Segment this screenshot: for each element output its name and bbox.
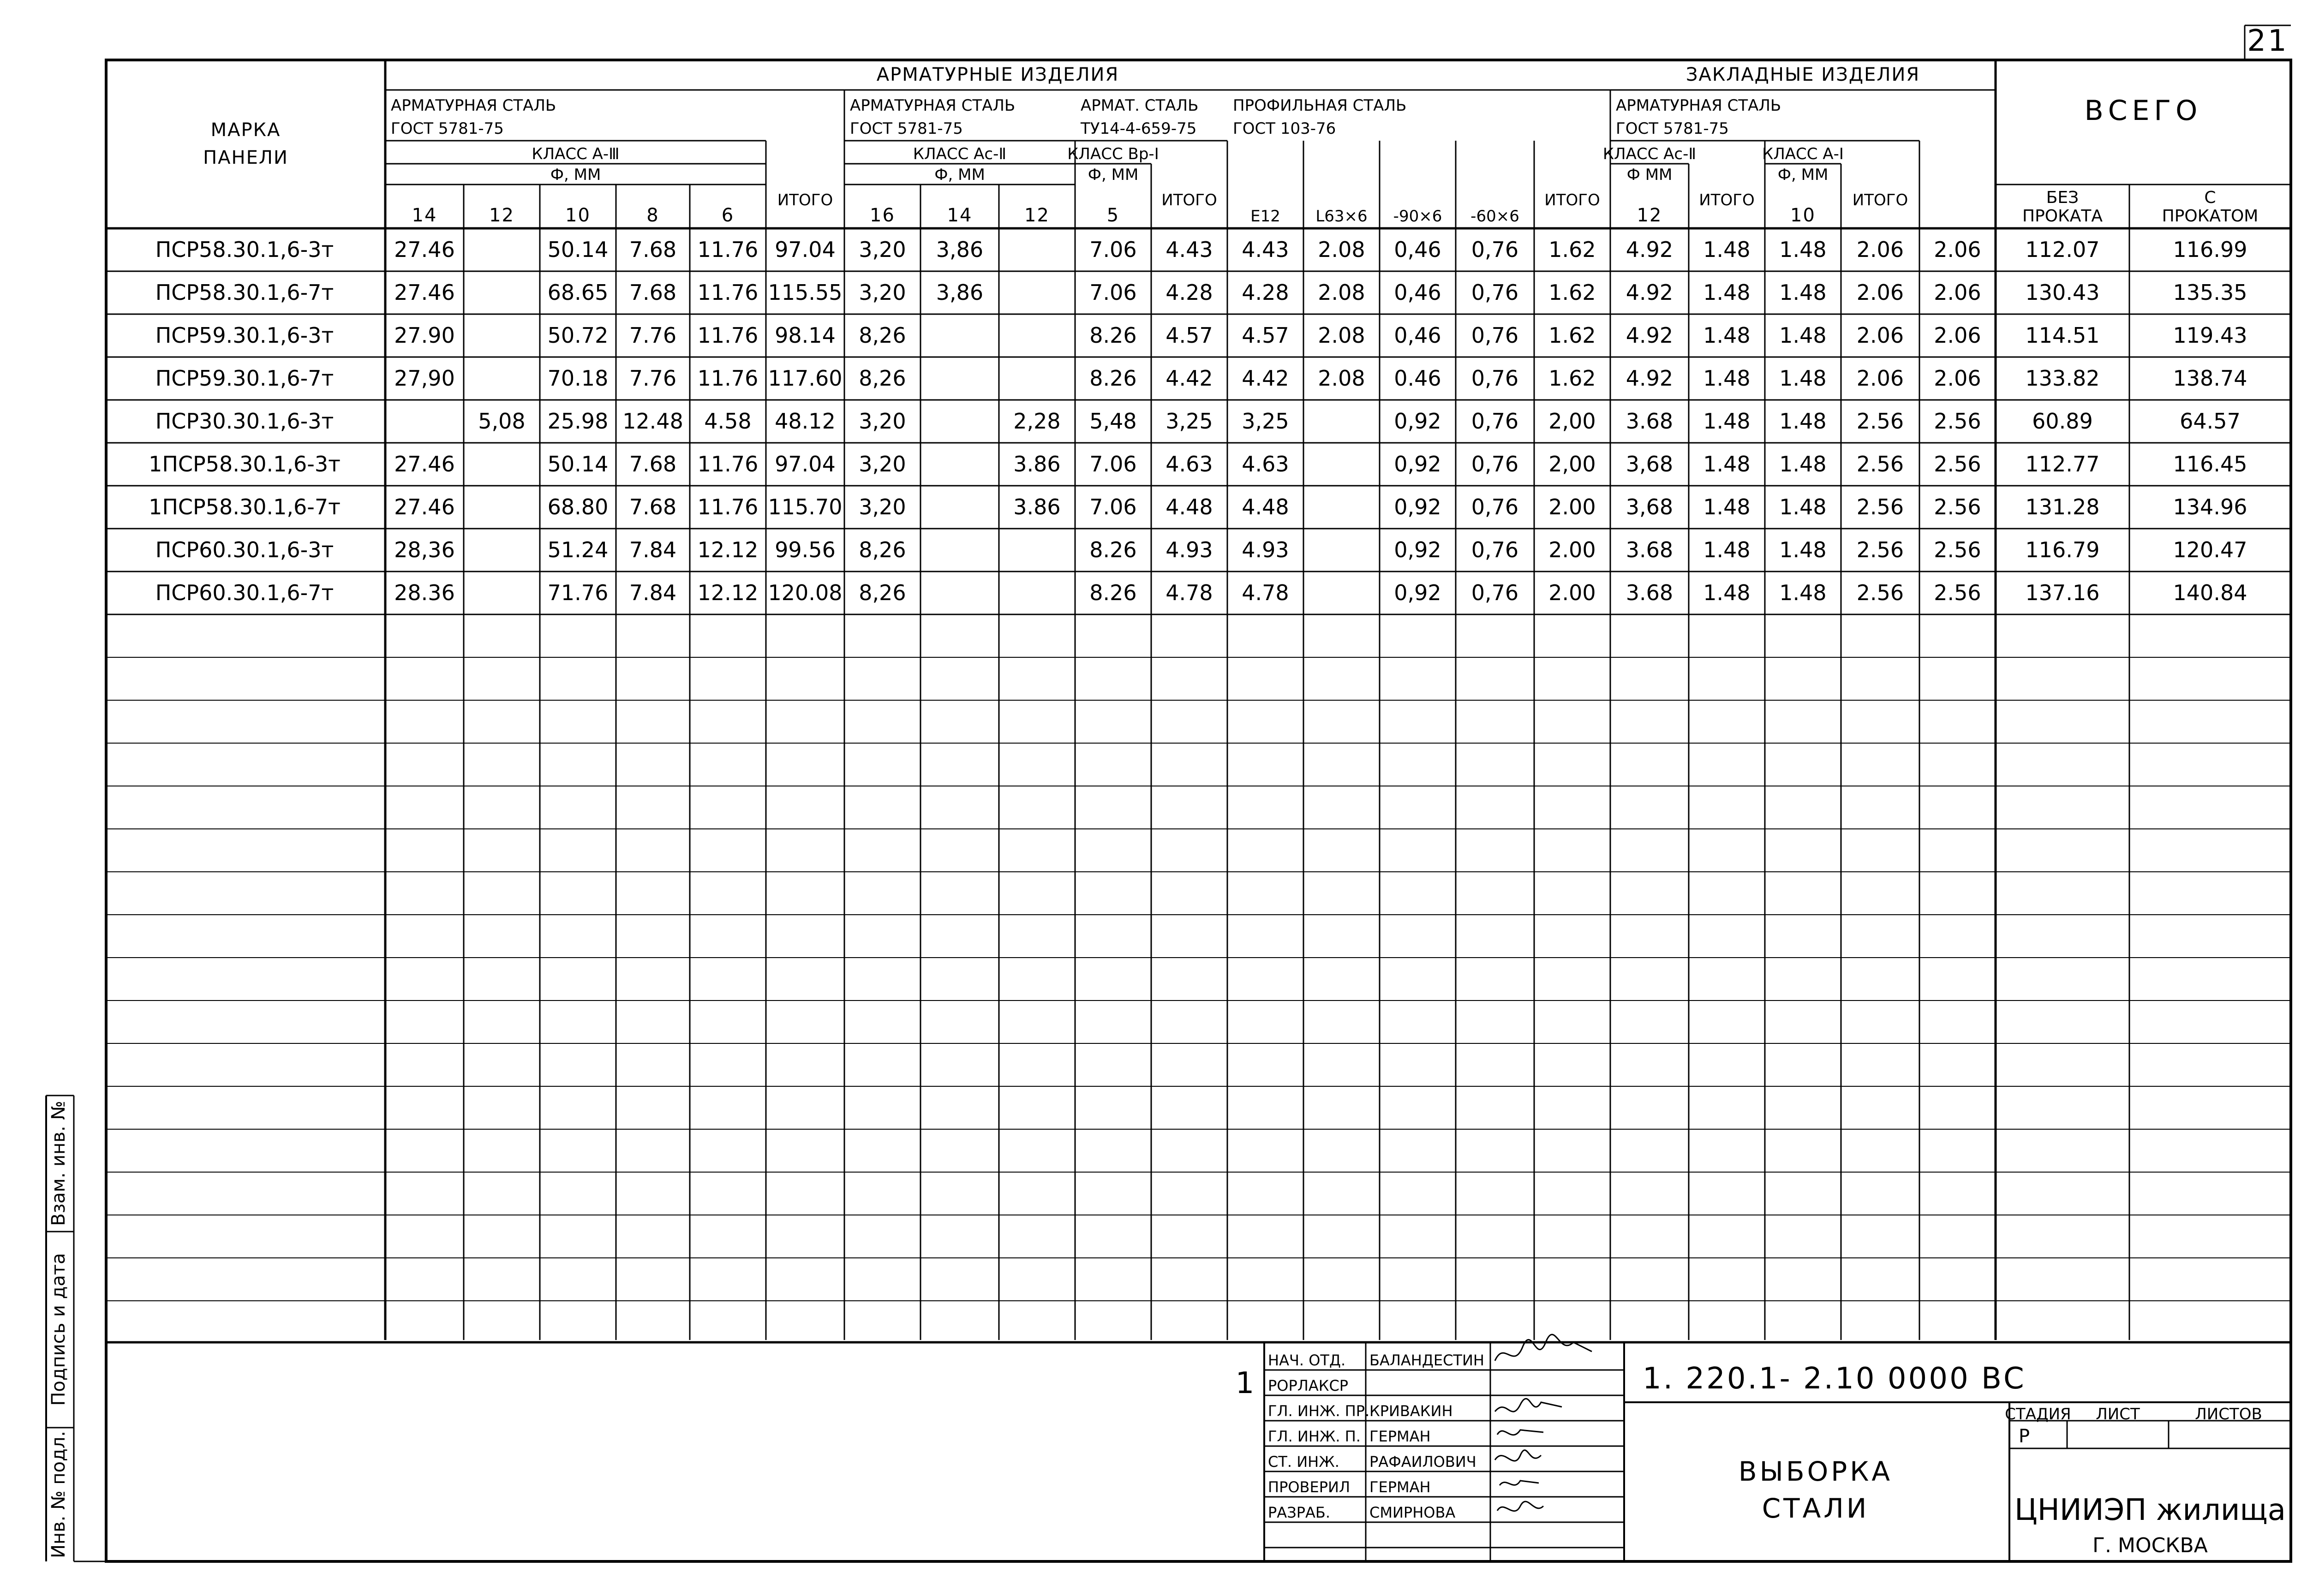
table-cell: 98.14: [775, 323, 836, 348]
table-cell: 2,00: [1548, 452, 1596, 476]
table-cell: 8.26: [1089, 366, 1137, 391]
table-cell: 112.77: [2025, 452, 2100, 476]
table-cell: 7.06: [1089, 452, 1137, 476]
total-without-header: ПРОКАТА: [2022, 207, 2103, 226]
subgroup-header: ГОСТ 5781-75: [1616, 119, 1729, 138]
table-cell: 1.48: [1779, 280, 1827, 305]
total-header: ВСЕГО: [2084, 95, 2202, 127]
subgroup-header: АРМАТУРНАЯ СТАЛЬ: [1616, 96, 1781, 115]
column-header: 14: [947, 205, 973, 226]
subgroup-header: ГОСТ 5781-75: [850, 119, 963, 138]
table-cell: 4.58: [704, 409, 752, 434]
class-header: КЛАСС А-Ⅲ: [532, 145, 620, 163]
table-cell: 7.68: [629, 237, 677, 262]
table-cell: 3.68: [1626, 537, 1673, 562]
document-title: ВЫБОРКА: [1738, 1456, 1893, 1487]
table-cell: 2.06: [1856, 280, 1904, 305]
table-cell: 133.82: [2025, 366, 2100, 391]
table-cell: 7.06: [1089, 237, 1137, 262]
table-cell: 3,20: [859, 452, 906, 476]
table-cell: 2.06: [1856, 237, 1904, 262]
table-cell: 0,76: [1471, 537, 1519, 562]
table-cell: 0,76: [1471, 452, 1519, 476]
table-cell: 135.35: [2173, 280, 2247, 305]
table-cell: 3,20: [859, 409, 906, 434]
table-cell: 2.56: [1856, 537, 1904, 562]
table-cell: 4.92: [1626, 366, 1673, 391]
table-cell: 3,20: [859, 494, 906, 519]
table-cell: 4.48: [1165, 494, 1213, 519]
table-cell: 0,92: [1394, 452, 1441, 476]
marka-header: ПАНЕЛИ: [203, 147, 288, 168]
itogo-header: ИТОГО: [777, 191, 833, 209]
panel-mark: ПСР58.30.1,6-7т: [155, 280, 334, 305]
sheet-label: ЛИСТ: [2096, 1405, 2140, 1423]
column-header: 10: [565, 205, 591, 226]
diameter-header: Ф, ММ: [1088, 166, 1139, 184]
side-label: Подпись и дата: [48, 1253, 69, 1406]
table-cell: 1.48: [1779, 580, 1827, 605]
panel-mark: 1ПСР58.30.1,6-3т: [149, 452, 341, 476]
table-cell: 2.56: [1934, 409, 1981, 434]
table-cell: 2,28: [1013, 409, 1061, 434]
table-cell: 7.76: [629, 366, 677, 391]
table-cell: 2.56: [1856, 452, 1904, 476]
signature-scribble: [1495, 1334, 1592, 1361]
table-cell: 0,46: [1394, 280, 1441, 305]
table-cell: 116.45: [2173, 452, 2247, 476]
panel-mark: ПСР59.30.1,6-7т: [155, 366, 334, 391]
column-header: 10: [1790, 205, 1816, 226]
table-cell: 4.42: [1242, 366, 1289, 391]
table-cell: 7.84: [629, 580, 677, 605]
signature-scribble: [1500, 1481, 1539, 1485]
table-cell: 2.00: [1548, 580, 1596, 605]
table-cell: 1.48: [1779, 494, 1827, 519]
signature-scribble: [1495, 1399, 1562, 1411]
table-cell: 0,76: [1471, 409, 1519, 434]
table-cell: 0,76: [1471, 366, 1519, 391]
column-header: 16: [870, 205, 895, 226]
document-title: СТАЛИ: [1762, 1493, 1870, 1524]
table-cell: 2.06: [1934, 323, 1981, 348]
panel-mark: ПСР59.30.1,6-3т: [155, 323, 334, 348]
subgroup-header: АРМАТУРНАЯ СТАЛЬ: [850, 96, 1016, 115]
table-text: [48, 24, 2289, 1558]
table-cell: 7.06: [1089, 494, 1137, 519]
table-cell: 11.76: [697, 494, 759, 519]
table-cell: 2.06: [1856, 323, 1904, 348]
table-cell: 116.79: [2025, 537, 2100, 562]
column-header: L63×6: [1315, 207, 1368, 226]
organization-name: ЦНИИЭП жилища: [2014, 1493, 2286, 1527]
column-header: 5: [1106, 205, 1120, 226]
table-cell: 11.76: [697, 452, 759, 476]
table-cell: 1.48: [1779, 537, 1827, 562]
table-cell: 1.62: [1548, 323, 1596, 348]
table-cell: 2.56: [1934, 580, 1981, 605]
table-cell: 117.60: [768, 366, 843, 391]
column-header: 8: [646, 205, 659, 226]
table-cell: 11.76: [697, 237, 759, 262]
table-cell: 0,92: [1394, 537, 1441, 562]
column-header: 6: [721, 205, 735, 226]
table-cell: 7.76: [629, 323, 677, 348]
table-cell: 0,92: [1394, 494, 1441, 519]
table-cell: 7.68: [629, 452, 677, 476]
signature-scribble: [1497, 1430, 1543, 1435]
signature-role: РАЗРАБ.: [1268, 1504, 1331, 1521]
table-cell: 131.28: [2025, 494, 2100, 519]
table-cell: 8.26: [1089, 323, 1137, 348]
table-cell: 0,76: [1471, 580, 1519, 605]
table-cell: 2.00: [1548, 537, 1596, 562]
itogo-header: ИТОГО: [1699, 191, 1755, 209]
table-cell: 51.24: [547, 537, 609, 562]
organization-city: Г. МОСКВА: [2092, 1534, 2208, 1557]
signature-name: БАЛАНДЕСТИН: [1369, 1352, 1484, 1369]
table-cell: 50.14: [547, 237, 609, 262]
table-cell: 28,36: [394, 537, 455, 562]
total-without-header: БЕЗ: [2046, 188, 2079, 207]
table-cell: 25.98: [547, 409, 609, 434]
table-cell: 68.65: [547, 280, 609, 305]
column-header: -60×6: [1470, 207, 1519, 226]
itogo-header: ИТОГО: [1161, 191, 1217, 209]
stage-label: СТАДИЯ: [2005, 1405, 2071, 1423]
signature-name: РАФАИЛОВИЧ: [1369, 1453, 1476, 1471]
table-cell: 27.46: [394, 452, 455, 476]
subgroup-header: АРМАТ. СТАЛЬ: [1081, 96, 1199, 115]
table-cell: 0,76: [1471, 323, 1519, 348]
table-cell: 27.46: [394, 237, 455, 262]
table-cell: 27.90: [394, 323, 455, 348]
signature-scribble: [1497, 1501, 1543, 1511]
table-cell: 2,00: [1548, 409, 1596, 434]
table-cell: 140.84: [2173, 580, 2247, 605]
signature-role: ПРОВЕРИЛ: [1268, 1478, 1351, 1496]
table-cell: 71.76: [547, 580, 609, 605]
table-cell: 4.78: [1165, 580, 1213, 605]
table-cell: 1.48: [1779, 452, 1827, 476]
marka-header: МАРКА: [210, 119, 281, 141]
table-cell: 2.56: [1856, 409, 1904, 434]
signature-role: РОРЛАКСР: [1268, 1377, 1349, 1394]
table-cell: 3,25: [1242, 409, 1289, 434]
signatures: [1495, 1334, 1592, 1511]
table-cell: 68.80: [547, 494, 609, 519]
sheet-number: 21: [2247, 24, 2289, 58]
table-cell: 3,20: [859, 237, 906, 262]
table-cell: 2.06: [1856, 366, 1904, 391]
table-cell: 70.18: [547, 366, 609, 391]
table-cell: 28.36: [394, 580, 455, 605]
table-cell: 114.51: [2025, 323, 2100, 348]
side-label: Инв. № подл.: [48, 1431, 69, 1558]
table-cell: 0.46: [1394, 366, 1441, 391]
panel-mark: 1ПСР58.30.1,6-7т: [149, 494, 341, 519]
table-cell: 1.48: [1703, 494, 1751, 519]
table-cell: 7.84: [629, 537, 677, 562]
table-cell: 3,86: [936, 237, 984, 262]
subgroup-header: ГОСТ 103-76: [1233, 119, 1336, 138]
panel-mark: ПСР60.30.1,6-7т: [155, 580, 334, 605]
table-cell: 1.48: [1703, 280, 1751, 305]
signature-role: НАЧ. ОТД.: [1268, 1352, 1346, 1369]
signature-role: ГЛ. ИНЖ. ПР.: [1268, 1402, 1370, 1420]
table-cell: 4.78: [1242, 580, 1289, 605]
table-cell: 4.93: [1242, 537, 1289, 562]
table-cell: 4.43: [1165, 237, 1213, 262]
table-cell: 27.46: [394, 494, 455, 519]
table-cell: 137.16: [2025, 580, 2100, 605]
table-cell: 1.48: [1703, 323, 1751, 348]
column-header: Е12: [1250, 207, 1280, 226]
column-header: 14: [412, 205, 437, 226]
table-cell: 5,48: [1089, 409, 1137, 434]
table-cell: 4.92: [1626, 237, 1673, 262]
table-cell: 2.56: [1934, 537, 1981, 562]
table-cell: 0,76: [1471, 237, 1519, 262]
table-cell: 116.99: [2173, 237, 2247, 262]
table-cell: 2.08: [1318, 323, 1365, 348]
table-cell: 119.43: [2173, 323, 2247, 348]
sheets-label: ЛИСТОВ: [2195, 1405, 2262, 1423]
total-with-header: С: [2204, 188, 2216, 207]
column-header: 12: [489, 205, 514, 226]
class-header: КЛАСС Ас-Ⅱ: [913, 145, 1007, 163]
subgroup-header: АРМАТУРНАЯ СТАЛЬ: [391, 96, 556, 115]
table-cell: 3,86: [936, 280, 984, 305]
table-cell: 4.48: [1242, 494, 1289, 519]
table-cell: 2.56: [1934, 494, 1981, 519]
table-cell: 60.89: [2032, 409, 2093, 434]
diameter-header: Ф, ММ: [934, 166, 985, 184]
table-cell: 2.06: [1934, 237, 1981, 262]
table-cell: 7.06: [1089, 280, 1137, 305]
table-cell: 12.48: [622, 409, 683, 434]
group-header-embedded: ЗАКЛАДНЫЕ ИЗДЕЛИЯ: [1685, 64, 1920, 85]
table-cell: 0,92: [1394, 580, 1441, 605]
table-cell: 27.46: [394, 280, 455, 305]
class-header: КЛАСС Ас-Ⅱ: [1602, 145, 1697, 163]
table-cell: 1.62: [1548, 237, 1596, 262]
panel-mark: ПСР60.30.1,6-3т: [155, 537, 334, 562]
table-cell: 3.68: [1626, 409, 1673, 434]
signature-role: СТ. ИНЖ.: [1268, 1453, 1339, 1471]
table-cell: 138.74: [2173, 366, 2247, 391]
table-cell: 50.72: [547, 323, 609, 348]
table-cell: 3.68: [1626, 580, 1673, 605]
signature-role: ГЛ. ИНЖ. П.: [1268, 1428, 1361, 1445]
table-cell: 0,46: [1394, 323, 1441, 348]
stage-value: Р: [2019, 1426, 2031, 1447]
signature-name: ГЕРМАН: [1369, 1428, 1431, 1445]
table-cell: 1.62: [1548, 280, 1596, 305]
table-cell: 12.12: [697, 580, 759, 605]
itogo-header: ИТОГО: [1544, 191, 1600, 209]
table-cell: 1.48: [1779, 237, 1827, 262]
column-header: 12: [1637, 205, 1662, 226]
table-cell: 1.48: [1703, 366, 1751, 391]
signature-name: СМИРНОВА: [1369, 1504, 1456, 1521]
table-cell: 1.62: [1548, 366, 1596, 391]
table-cell: 4.93: [1165, 537, 1213, 562]
table-cell: 0,92: [1394, 409, 1441, 434]
table-cell: 3.86: [1013, 452, 1061, 476]
table-cell: 3,68: [1626, 452, 1673, 476]
table-cell: 1.48: [1779, 409, 1827, 434]
table-cell: 8.26: [1089, 580, 1137, 605]
table-cell: 2.56: [1856, 580, 1904, 605]
group-header-armature: АРМАТУРНЫЕ ИЗДЕЛИЯ: [876, 64, 1119, 85]
table-cell: 0,76: [1471, 494, 1519, 519]
table-cell: 4.28: [1165, 280, 1213, 305]
subgroup-header: ГОСТ 5781-75: [391, 119, 504, 138]
table-cell: 48.12: [775, 409, 836, 434]
table-cell: 8,26: [859, 366, 906, 391]
table-cell: 0,76: [1471, 280, 1519, 305]
table-cell: 27,90: [394, 366, 455, 391]
column-header: 12: [1024, 205, 1050, 226]
signature-name: ГЕРМАН: [1369, 1478, 1431, 1496]
table-cell: 2.06: [1934, 366, 1981, 391]
table-cell: 11.76: [697, 280, 759, 305]
table-cell: 7.68: [629, 494, 677, 519]
table-cell: 8,26: [859, 580, 906, 605]
diameter-header: Ф, ММ: [550, 166, 601, 184]
itogo-header: ИТОГО: [1852, 191, 1908, 209]
table-cell: 2.08: [1318, 366, 1365, 391]
table-cell: 50.14: [547, 452, 609, 476]
table-cell: 4.92: [1626, 323, 1673, 348]
table-cell: 3,25: [1165, 409, 1213, 434]
diameter-header: Ф, ММ: [1777, 166, 1829, 184]
table-cell: 130.43: [2025, 280, 2100, 305]
table-cell: 97.04: [775, 452, 836, 476]
table-cell: 2.08: [1318, 280, 1365, 305]
total-with-header: ПРОКАТОМ: [2162, 207, 2259, 226]
table-cell: 2.08: [1318, 237, 1365, 262]
diameter-header: Ф ММ: [1626, 166, 1673, 184]
table-cell: 120.08: [768, 580, 843, 605]
table-cell: 12.12: [697, 537, 759, 562]
table-cell: 2.00: [1548, 494, 1596, 519]
table-cell: 1.48: [1779, 366, 1827, 391]
table-cell: 1.48: [1703, 237, 1751, 262]
table-cell: 7.68: [629, 280, 677, 305]
table-cell: 3,68: [1626, 494, 1673, 519]
table-cell: 1.48: [1703, 409, 1751, 434]
table-cell: 11.76: [697, 366, 759, 391]
table-cell: 2.56: [1934, 452, 1981, 476]
table-cell: 0,46: [1394, 237, 1441, 262]
table-cell: 4.63: [1242, 452, 1289, 476]
table-cell: 8,26: [859, 323, 906, 348]
table-cell: 3,20: [859, 280, 906, 305]
subgroup-header: ТУ14-4-659-75: [1081, 119, 1197, 138]
table-cell: 99.56: [775, 537, 836, 562]
table-cell: 4.28: [1242, 280, 1289, 305]
table-cell: 4.42: [1165, 366, 1213, 391]
side-label: Взам. инв. №: [48, 1101, 69, 1226]
revision-mark: 1: [1235, 1366, 1256, 1400]
table-cell: 4.92: [1626, 280, 1673, 305]
table-cell: 2.56: [1856, 494, 1904, 519]
table-cell: 11.76: [697, 323, 759, 348]
table-cell: 120.47: [2173, 537, 2247, 562]
table-cell: 115.55: [768, 280, 843, 305]
table-cell: 134.96: [2173, 494, 2247, 519]
table-cell: 4.43: [1242, 237, 1289, 262]
table-cell: 4.57: [1165, 323, 1213, 348]
table-cell: 8,26: [859, 537, 906, 562]
signature-scribble: [1495, 1450, 1541, 1461]
table-cell: 112.07: [2025, 237, 2100, 262]
table-cell: 1.48: [1703, 537, 1751, 562]
column-header: -90×6: [1393, 207, 1442, 226]
table-cell: 1.48: [1703, 452, 1751, 476]
table-cell: 4.57: [1242, 323, 1289, 348]
table-cell: 4.63: [1165, 452, 1213, 476]
signature-name: КРИВАКИН: [1369, 1402, 1453, 1420]
panel-mark: ПСР58.30.1,6-3т: [155, 237, 334, 262]
table-cell: 3.86: [1013, 494, 1061, 519]
table-cell: 115.70: [768, 494, 843, 519]
class-header: КЛАСС А-Ⅰ: [1762, 145, 1844, 163]
table-cell: 1.48: [1779, 323, 1827, 348]
table-cell: 8.26: [1089, 537, 1137, 562]
subgroup-header: ПРОФИЛЬНАЯ СТАЛЬ: [1233, 96, 1407, 115]
table-cell: 2.06: [1934, 280, 1981, 305]
table-cell: 97.04: [775, 237, 836, 262]
table-cell: 64.57: [2180, 409, 2241, 434]
class-header: КЛАСС Вр-Ⅰ: [1067, 145, 1159, 163]
panel-mark: ПСР30.30.1,6-3т: [155, 409, 334, 434]
document-code: 1. 220.1- 2.10 0000 ВС: [1643, 1362, 2026, 1396]
table-cell: 5,08: [478, 409, 526, 434]
table-cell: 1.48: [1703, 580, 1751, 605]
